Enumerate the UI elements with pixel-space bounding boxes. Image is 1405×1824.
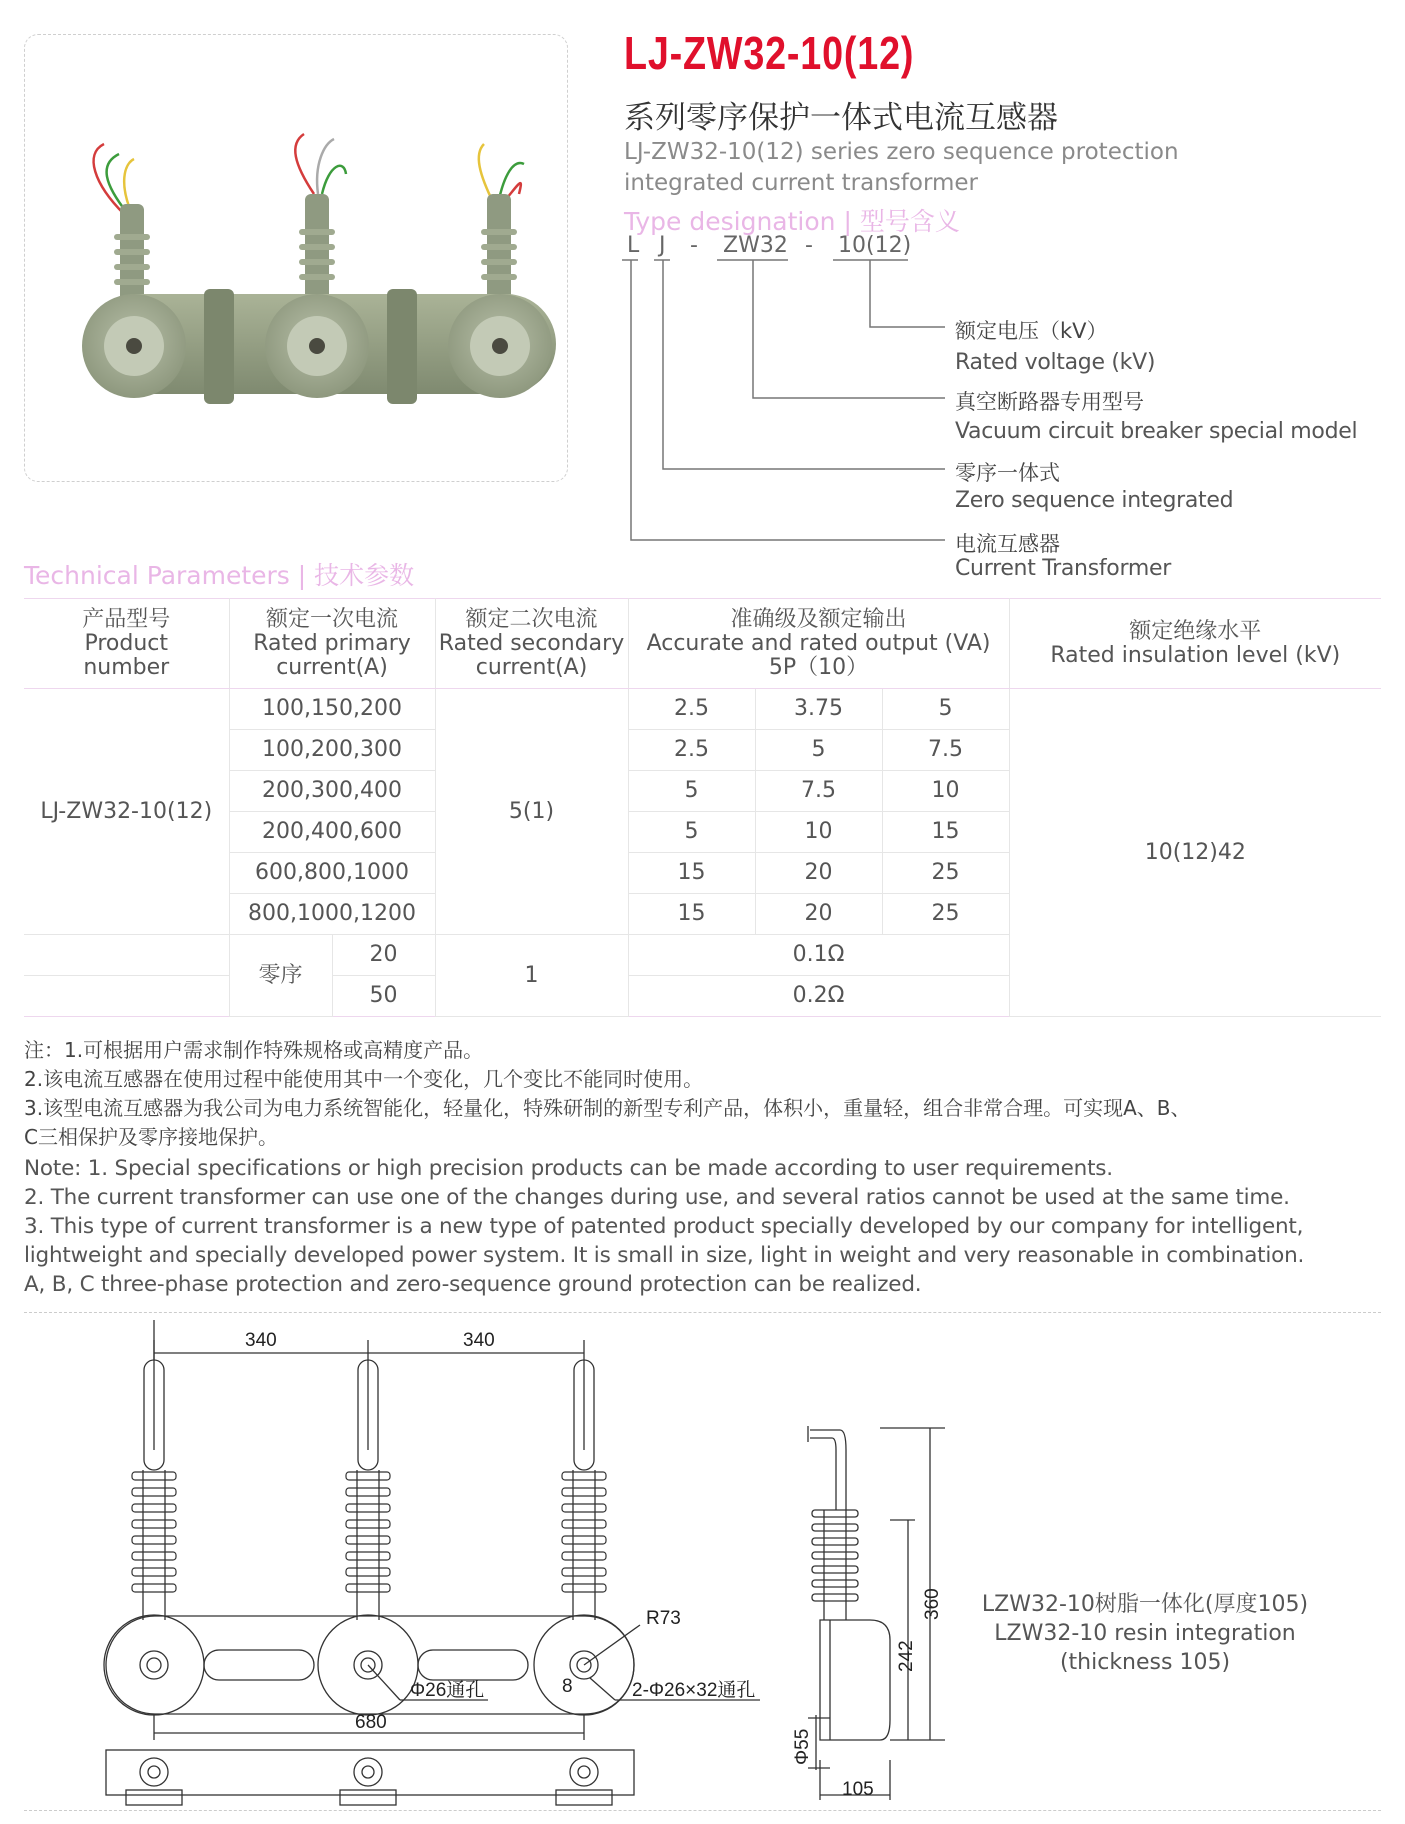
note-cn-4: C三相保护及零序接地保护。 [24, 1125, 278, 1149]
technical-parameters-table [24, 598, 1381, 1017]
drawing-caption: LZW32-10树脂一体化(厚度105) LZW32-10 resin integration (thickness 105) [981, 1592, 1309, 1675]
type-designation-heading: Type designation | 型号含义 [624, 207, 960, 236]
dim-242: 242 [896, 1640, 917, 1672]
code-dash-2: - [805, 233, 813, 258]
cell-zero-output: 0.1Ω [628, 935, 1009, 976]
header-product: 产品型号 Product number [24, 599, 229, 689]
subtitle-en-line1: LJ-ZW32-10(12) series zero sequence protection [624, 139, 1179, 165]
cell-zero-secondary: 1 [435, 935, 628, 1017]
cell-output: 7.5 [755, 771, 882, 812]
cell-output: 10 [882, 771, 1009, 812]
cell-primary: 800,1000,1200 [229, 894, 435, 935]
cell-output: 5 [882, 689, 1009, 730]
dim-55: Φ55 [792, 1728, 813, 1765]
cell-product: LJ-ZW32-10(12) [24, 689, 229, 935]
header-secondary: 额定二次电流 Rated secondary current(A) [435, 599, 628, 689]
cell-secondary: 5(1) [435, 689, 628, 935]
dim-105: 105 [842, 1779, 874, 1800]
cell-output: 2.5 [628, 689, 755, 730]
note-en-2: 2. The current transformer can use one of the changes during use, and several ratios cannot be used at the same time. [24, 1185, 1290, 1210]
note-cn-3: 3.该型电流互感器为我公司为电力系统智能化，轻量化，特殊研制的新型专利产品，体积小，重量轻，组合非常合理。可实现A、B、 [24, 1096, 1191, 1120]
technical-parameters-heading: Technical Parameters | 技术参数 [24, 561, 415, 590]
dim-offset: 8 [562, 1676, 573, 1697]
header-primary: 额定一次电流 Rated primary current(A) [229, 599, 435, 689]
table-row [24, 689, 1381, 730]
dim-340-right: 340 [463, 1330, 495, 1351]
product-photo [24, 34, 566, 480]
legend-voltage-cn: 额定电压（kV） [955, 319, 1108, 343]
model-title: LJ-ZW32-10(12) [624, 27, 915, 79]
note-en-4: lightweight and specially developed power system. It is small in size, light in weight and very reasonable in combination. [24, 1243, 1305, 1268]
cell-output: 10 [755, 812, 882, 853]
code-voltage: 10(12) [838, 233, 912, 258]
header-insulation: 额定绝缘水平 Rated insulation level (kV) [1009, 599, 1381, 689]
legend-ct-cn: 电流互感器 [955, 532, 1060, 556]
cell-primary: 200,300,400 [229, 771, 435, 812]
note-cn-1: 注：1.可根据用户需求制作特殊规格或高精度产品。 [24, 1038, 484, 1062]
cell-output: 20 [755, 853, 882, 894]
cell-primary: 200,400,600 [229, 812, 435, 853]
dim-slot: 2-Φ26×32通孔 [632, 1680, 756, 1701]
note-en-5: A, B, C three-phase protection and zero-sequence ground protection can be realized. [24, 1272, 922, 1297]
cell-insulation: 10(12)42 [1009, 689, 1381, 1017]
legend-zero-en: Zero sequence integrated [955, 488, 1234, 513]
header-accuracy: 准确级及额定输出 Accurate and rated output (VA) 5P（10） [628, 599, 1009, 689]
subtitle-en-line2: integrated current transformer [624, 170, 979, 196]
cell-output: 15 [882, 812, 1009, 853]
code-zw32: ZW32 [723, 233, 788, 258]
cell-primary: 100,200,300 [229, 730, 435, 771]
legend-vcb-en: Vacuum circuit breaker special model [955, 419, 1358, 444]
cell-output: 5 [755, 730, 882, 771]
cell-output: 20 [755, 894, 882, 935]
cell-output: 15 [628, 853, 755, 894]
cell-output: 7.5 [882, 730, 1009, 771]
subtitle-cn: 系列零序保护一体式电流互感器 [624, 100, 1058, 136]
divider [24, 1312, 1381, 1313]
cell-output: 15 [628, 894, 755, 935]
cell-output: 25 [882, 853, 1009, 894]
dim-radius: R73 [646, 1608, 681, 1629]
cell-output: 5 [628, 812, 755, 853]
note-en-1: Note: 1. Special specifications or high precision products can be made according to user requirements. [24, 1156, 1113, 1181]
designation-leader-lines [620, 255, 960, 555]
legend-voltage-en: Rated voltage (kV) [955, 350, 1156, 375]
dim-680: 680 [355, 1712, 387, 1733]
cell-output: 25 [882, 894, 1009, 935]
cell-output: 2.5 [628, 730, 755, 771]
cell-output: 3.75 [755, 689, 882, 730]
cell-primary: 600,800,1000 [229, 853, 435, 894]
legend-vcb-cn: 真空断路器专用型号 [955, 390, 1144, 414]
note-en-3: 3. This type of current transformer is a new type of patented product specially developed by our company for intelligent, [24, 1214, 1304, 1239]
technical-drawing [0, 1320, 1405, 1810]
transformer-discs [82, 294, 552, 398]
code-l: L [627, 233, 640, 258]
code-dash-1: - [690, 233, 698, 258]
dim-340-left: 340 [245, 1330, 277, 1351]
cell-zero-primary: 50 [332, 976, 435, 1017]
code-j: J [659, 233, 666, 258]
legend-ct-en: Current Transformer [955, 556, 1171, 581]
bottom-divider [24, 1810, 1381, 1811]
note-cn-2: 2.该电流互感器在使用过程中能使用其中一个变化，几个变比不能同时使用。 [24, 1067, 704, 1091]
cell-output: 5 [628, 771, 755, 812]
table-header-row [24, 599, 1381, 689]
dim-360: 360 [922, 1588, 943, 1620]
cell-zero-seq-label: 零序 [229, 935, 332, 1017]
cell-primary: 100,150,200 [229, 689, 435, 730]
cell-zero-output: 0.2Ω [628, 976, 1009, 1017]
cell-zero-primary: 20 [332, 935, 435, 976]
legend-zero-cn: 零序一体式 [955, 461, 1060, 485]
dim-hole: Φ26通孔 [410, 1680, 485, 1701]
